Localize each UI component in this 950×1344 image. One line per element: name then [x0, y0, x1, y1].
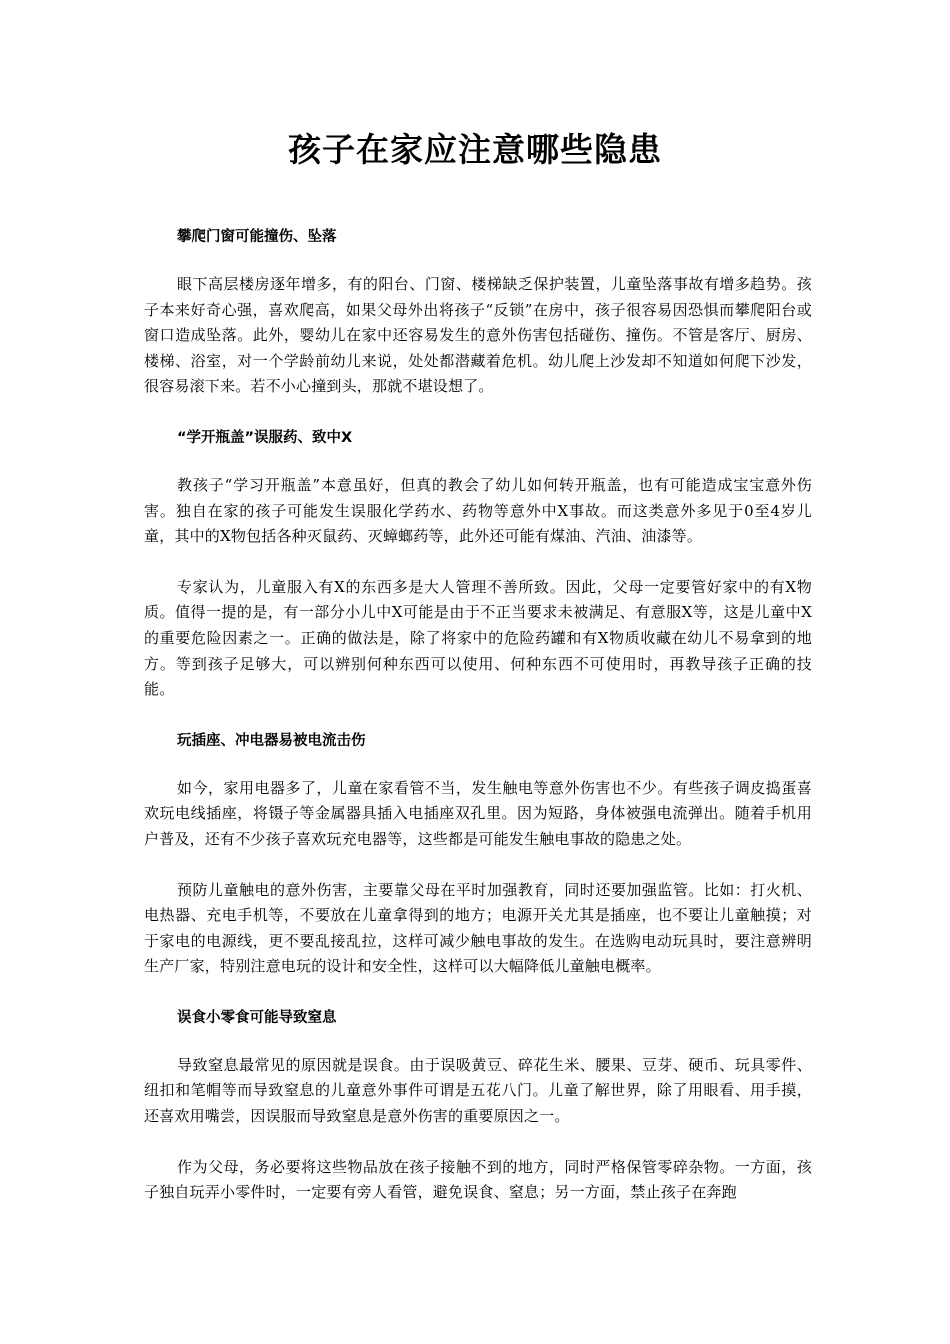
paragraph: 作为父母，务必要将这些物品放在孩子接触不到的地方，同时严格保管零碎杂物。一方面，孩子独自玩弄小零件时，一定要有旁人看管，避免误食、窒息；另一方面，禁止孩子在奔跑 [144, 1157, 812, 1202]
section-heading: “学开瓶盖”误服药、致中X [177, 429, 353, 446]
paragraph: 如今，家用电器多了，儿童在家看管不当，发生触电等意外伤害也不少。有些孩子调皮捣蛋喜欢玩电线插座，将镊子等金属器具插入电插座双孔里。因为短路，身体被强电流弹出。随着手机用户普及，还有不少孩子喜欢玩充电器等，这些都是可能发生触电事故的隐患之处。 [144, 778, 812, 848]
section-poisoning [144, 425, 812, 703]
document-title: 孩子在家应注意哪些隐患 [288, 130, 662, 169]
document-body [144, 224, 812, 1231]
section-choking [144, 1005, 812, 1206]
paragraph: 专家认为，儿童服入有X的东西多是大人管理不善所致。因此，父母一定要管好家中的有X物质。值得一提的是，有一部分小儿中X可能是由于不正当要求未被满足、有意服X等，这是儿童中X的重要危险因素之一。正确的做法是，除了将家中的危险药罐和有X物质收藏在幼儿不易拿到的地方。等到孩子足够大，可以辨别何种东西可以使用、何种东西不可使用时，再教导孩子正确的技能。 [144, 577, 812, 699]
section-heading: 误食小零食可能导致窒息 [177, 1009, 337, 1026]
paragraph: 教孩子“学习开瓶盖”本意虽好，但真的教会了幼儿如何转开瓶盖，也有可能造成宝宝意外伤害。独自在家的孩子可能发生误服化学药水、药物等意外中X事故。而这类意外多见于0至4岁儿童，其中的X物包括各种灭鼠药、灭蟑螂药等，此外还可能有煤油、汽油、油漆等。 [144, 475, 812, 546]
paragraph: 导致窒息最常见的原因就是误食。由于误吸黄豆、碎花生米、腰果、豆芽、硬币、玩具零件、纽扣和笔帽等而导致窒息的儿童意外事件可谓是五花八门。儿童了解世界，除了用眼看、用手摸，还喜欢用嘴尝，因误服而导致窒息是意外伤害的重要原因之一。 [144, 1055, 812, 1126]
section-heading: 玩插座、冲电器易被电流击伤 [177, 732, 366, 749]
section-electric-shock [144, 728, 812, 980]
paragraph: 眼下高层楼房逐年增多，有的阳台、门窗、楼梯缺乏保护装置，儿童坠落事故有增多趋势。孩子本来好奇心强，喜欢爬高，如果父母外出将孩子“反锁”在房中，孩子很容易因恐惧而攀爬阳台或窗口造成坠落。此外，婴幼儿在家中还容易发生的意外伤害包括碰伤、撞伤。不管是客厅、厨房、楼梯、浴室，对一个学龄前幼儿来说，处处都潜藏着危机。幼儿爬上沙发却不知道如何爬下沙发，很容易滚下来。若不小心撞到头，那就不堪设想了。 [144, 275, 812, 396]
paragraph: 预防儿童触电的意外伤害，主要靠父母在平时加强教育，同时还要加强监管。比如：打火机、电热器、充电手机等，不要放在儿童拿得到的地方；电源开关尤其是插座，也不要让儿童触摸；对于家电的电源线，更不要乱接乱拉，这样可减少触电事故的发生。在选购电动玩具时，要注意辨明生产厂家，特别注意电玩的设计和安全性，这样可以大幅降低儿童触电概率。 [144, 880, 812, 976]
section-heading: 攀爬门窗可能撞伤、坠落 [177, 229, 337, 245]
section-climbing [144, 224, 812, 400]
